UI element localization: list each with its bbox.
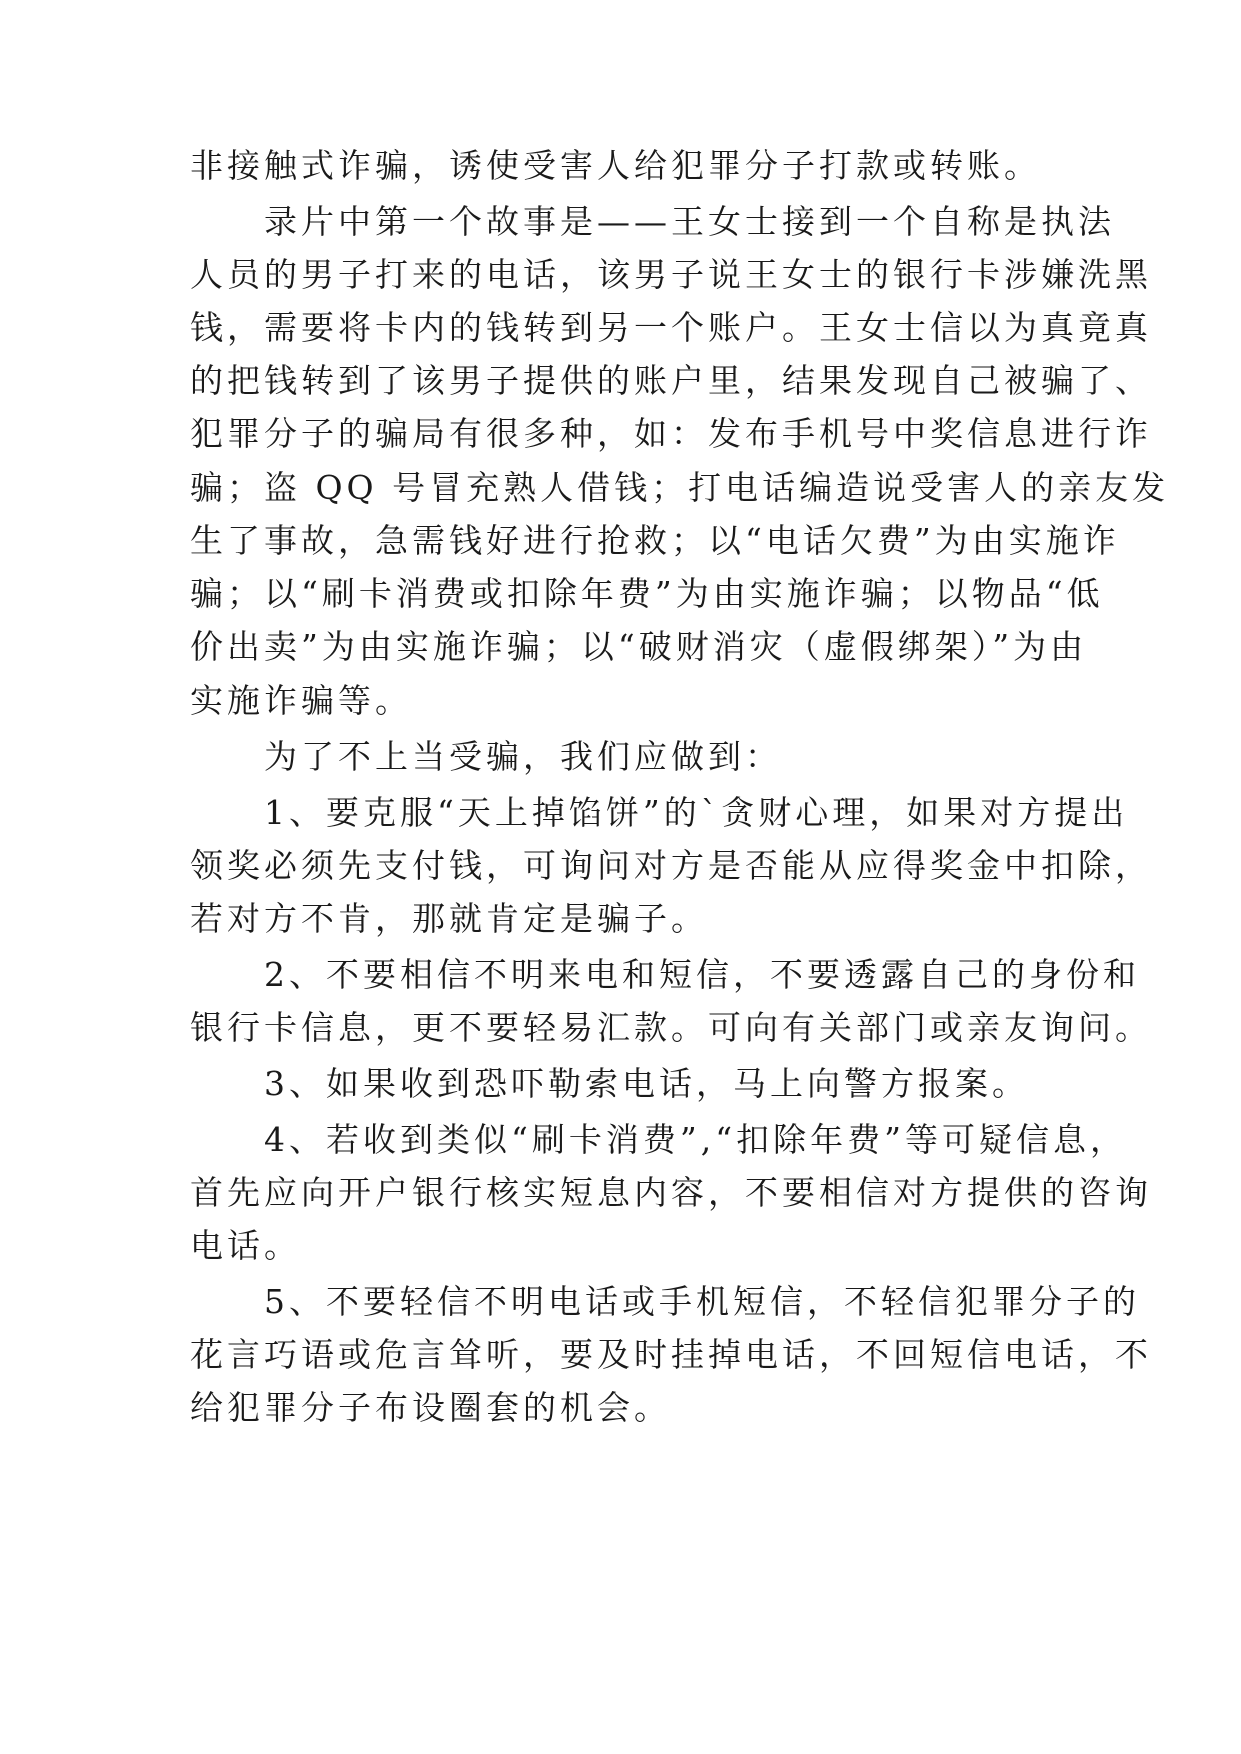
text-line: 骗；盗 QQ 号冒充熟人借钱；打电话编造说受害人的亲友发 — [190, 468, 1170, 507]
text-line: 银行卡信息，更不要轻易汇款。可向有关部门或亲友询问。 — [190, 1008, 1152, 1047]
text-line: 实施诈骗等。 — [190, 681, 412, 720]
text-line: 若对方不肯，那就肯定是骗子。 — [190, 899, 708, 938]
text-line: 非接触式诈骗，诱使受害人给犯罪分子打款或转账。 — [190, 146, 1041, 185]
text-line: 价出卖”为由实施诈骗；以“破财消灾（虚假绑架）”为由 — [190, 627, 1088, 666]
text-line: 3、如果收到恐吓勒索电话，马上向警方报案。 — [190, 1064, 1029, 1103]
text-line: 首先应向开户银行核实短息内容，不要相信对方提供的咨询 — [190, 1173, 1152, 1212]
text-line: 5、不要轻信不明电话或手机短信，不轻信犯罪分子的 — [190, 1282, 1140, 1321]
text-line: 给犯罪分子布设圈套的机会。 — [190, 1388, 671, 1427]
text-line: 录片中第一个故事是——王女士接到一个自称是执法 — [190, 202, 1115, 241]
text-line: 领奖必须先支付钱，可询问对方是否能从应得奖金中扣除， — [190, 846, 1152, 885]
text-line: 骗；以“刷卡消费或扣除年费”为由实施诈骗；以物品“低 — [190, 574, 1104, 613]
text-line: 1、要克服“天上掉馅饼”的`贪财心理，如果对方提出 — [190, 793, 1129, 832]
text-line: 为了不上当受骗，我们应做到： — [190, 737, 782, 776]
text-line: 4、若收到类似“刷卡消费”,“扣除年费”等可疑信息， — [190, 1120, 1127, 1159]
text-line: 生了事故，急需钱好进行抢救；以“电话欠费”为由实施诈 — [190, 521, 1120, 560]
text-line: 犯罪分子的骗局有很多种，如：发布手机号中奖信息进行诈 — [190, 414, 1152, 453]
text-line: 花言巧语或危言耸听，要及时挂掉电话，不回短信电话，不 — [190, 1335, 1152, 1374]
text-line: 的把钱转到了该男子提供的账户里，结果发现自己被骗了、 — [190, 361, 1152, 400]
text-line: 电话。 — [190, 1226, 301, 1265]
text-line: 2、不要相信不明来电和短信，不要透露自己的身份和 — [190, 955, 1140, 994]
text-line: 钱，需要将卡内的钱转到另一个账户。王女士信以为真竟真 — [190, 308, 1152, 347]
text-line: 人员的男子打来的电话，该男子说王女士的银行卡涉嫌洗黑 — [190, 255, 1152, 294]
